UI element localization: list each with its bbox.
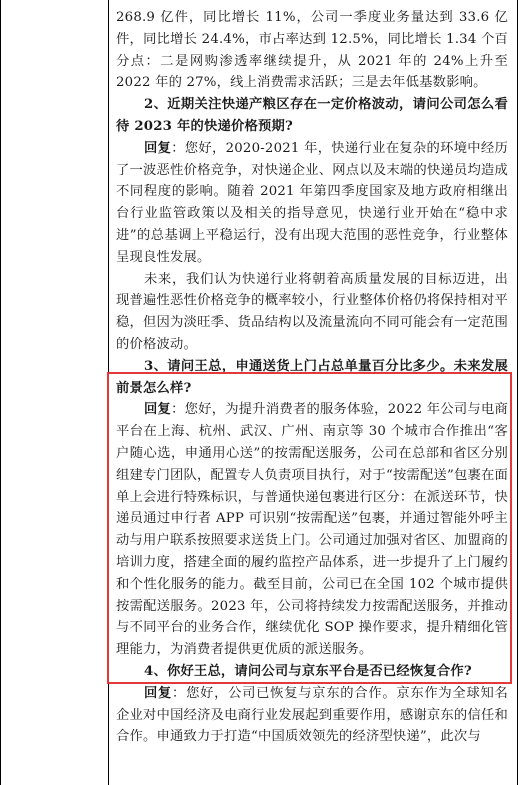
answer-3-text-1: ：您好，为提升消费者的服务体验，2022 年公司与电商平台在上海、杭州、武汉、广州、南京等 30 个城市合作推出“客户随心选，申通用心送”的按需配送服务，公司在总部和省区分别组建专门团队，配置专人负责项目执行，对于“按需配送”包裹在面单上会进行特殊标识，与普通快递包裹进行区分：在派送环节，快递员通过申行者 APP 可识别“按需配送”包裹，并通过智能外呼主动与用户联系按照要求送货上门。公司通过加强对省区、加盟商的培训力度，搭建全面的履约监控产品体系，进一步提升了上门履约和个性化服务的能力。截至目前，公司已在全国 102 个城市提供按需配送服务。2023 年，公司将持续发力按需配送服务，并推动与不同平台的业务合作，继续优化 SOP 操作要求，提升精细化管理能力，为消费者提供更优质的派送服务。 [116, 402, 508, 658]
intro-paragraph: 268.9 亿件，同比增长 11%，公司一季度业务量达到 33.6 亿件，同比增长 24.4%，市占率达到 12.5%，同比增长 1.34 个百分点：二是网购渗透率继续提升，从 2021 年的 24%上升至 2022 年的 27%，线上消费需求活跃；三是去年低基数影响。 [116, 10, 508, 91]
answer-2-paragraph-1 [116, 138, 508, 269]
table-column-divider [108, 0, 109, 785]
question-2: 2、近期关注快递产粮区存在一定价格波动，请问公司怎么看待 2023 年的快递价格预期? [116, 97, 508, 134]
answer-4-text-1: ：您好，公司已恢复与京东的合作。京东作为全球知名企业对中国经济及电商行业发展起到重要作用，感谢京东的信任和合作。申通致力于打造“中国质效领先的经济型快递”，此次与 [116, 685, 508, 745]
table-left-border [0, 0, 1, 785]
answer-2-paragraph-2: 未来，我们认为快递行业将朝着高质量发展的目标迈进，出现普遍性恶性价格竞争的概率较小，行业整体价格仍将保持相对平稳，但因为淡旺季、货品结构以及流量流向不同可能会有一定范围的价格波动。 [116, 271, 508, 352]
answer-4-paragraph-1 [116, 683, 508, 748]
answer-4-lead: 回复 [144, 685, 173, 701]
answer-2-lead: 回复 [144, 140, 172, 156]
answer-3-paragraph-1 [116, 399, 508, 661]
question-3: 3、请问王总，申通送货上门占总单量百分比多少。未来发展前景怎么样? [116, 358, 508, 396]
table-right-border [517, 0, 518, 785]
answer-2-text-1: ：您好，2020-2021 年，快递行业在复杂的环境中经历了一波恶性价格竞争，对快递企业、网点以及末端的快递员均造成不同程度的影响。随着 2021 年第四季度国家及地方政府相继出台行业监管政策以及相关的指导意见，快递行业开始在“稳中求进”的总基调上平稳运行，没有出现大范围的恶性竞争，行业整体呈现良性发展。 [116, 140, 508, 265]
answer-cell [116, 7, 508, 748]
answer-3-lead: 回复 [144, 402, 172, 418]
question-4: 4、你好王总，请问公司与京东平台是否已经恢复合作? [144, 663, 472, 679]
